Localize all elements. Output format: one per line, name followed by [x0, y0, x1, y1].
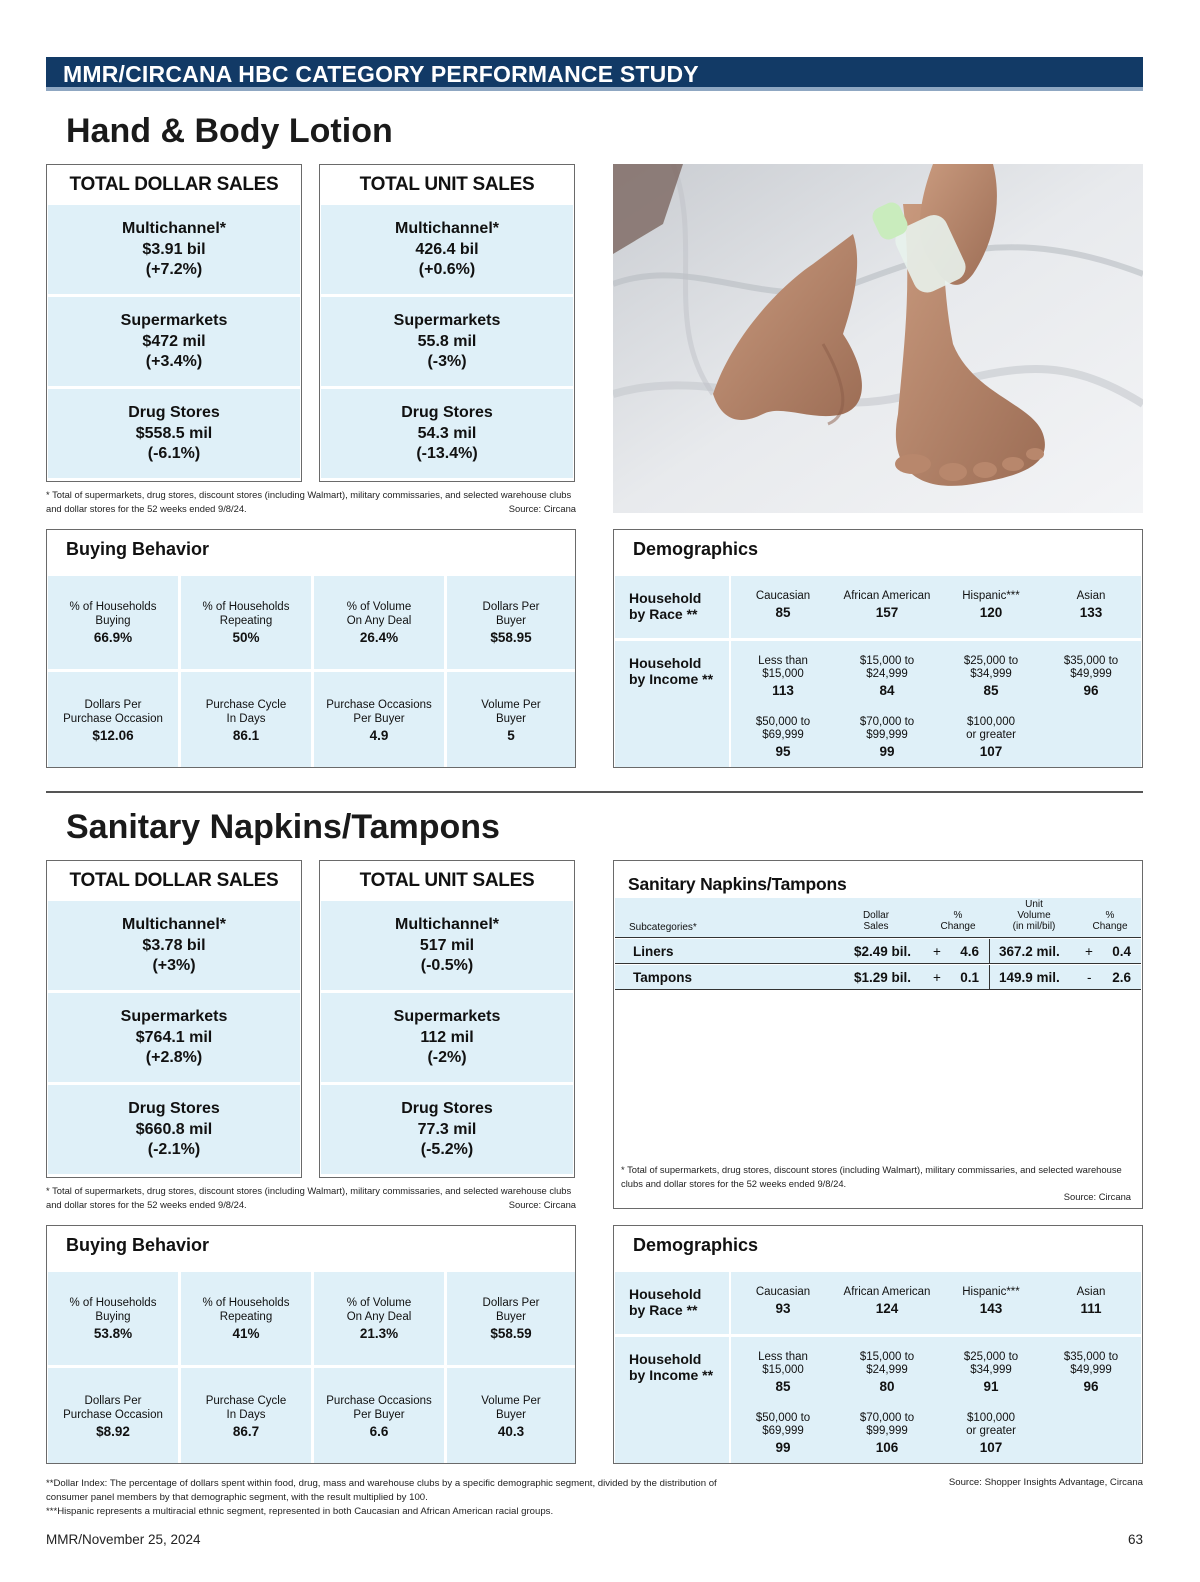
sales-change: (-2.1%)	[147, 1141, 201, 1158]
buying-label: Dollars Per	[84, 699, 142, 711]
income-label-line: Household	[629, 655, 702, 671]
buying-value: 41%	[232, 1326, 260, 1341]
buying-value: 21.3%	[359, 1326, 399, 1341]
race-name: Asian	[1076, 590, 1106, 602]
sales-value: 517 mil	[419, 936, 475, 954]
buying-cell	[181, 1368, 311, 1463]
income-cell	[731, 655, 835, 697]
race-name: Hispanic***	[962, 590, 1020, 602]
buying-cell	[447, 1368, 575, 1463]
dollar-sales-header: TOTAL DOLLAR SALES	[69, 870, 279, 891]
buying-label: Purchase Occasions	[326, 699, 432, 711]
income-label-line: by Income **	[629, 1367, 714, 1383]
buying-behavior-title: Buying Behavior	[66, 1235, 210, 1255]
income-range: $69,999	[762, 1425, 804, 1437]
race-label-line: by Race **	[629, 606, 698, 622]
col-line: (in mil/bil)	[1012, 921, 1056, 932]
sales-label: Supermarkets	[393, 312, 501, 329]
buying-label: Purchase Cycle	[205, 1395, 287, 1407]
income-range: $34,999	[970, 1364, 1012, 1376]
sales-label: Multichannel*	[394, 916, 499, 933]
race-cell	[939, 1286, 1043, 1315]
income-row	[731, 641, 1141, 767]
buying-value: $12.06	[92, 728, 134, 743]
footnote-source: Source: Circana	[508, 502, 576, 514]
page-source: Source: Shopper Insights Advantage, Circana	[948, 1477, 1143, 1488]
buying-label: Buyer	[495, 1311, 527, 1323]
buying-cell	[314, 672, 444, 767]
buying-value: 86.7	[232, 1424, 260, 1439]
buying-cell	[447, 576, 575, 669]
buying-cell	[181, 672, 311, 767]
subcategory-sign: +	[933, 970, 941, 985]
col-pct-change-2	[1083, 910, 1137, 932]
buying-cell	[447, 1272, 575, 1365]
buying-cell	[314, 1368, 444, 1463]
column-separator	[989, 965, 990, 989]
race-row	[731, 1272, 1141, 1334]
buying-cell	[48, 672, 178, 767]
sales-label: Multichannel*	[394, 220, 499, 237]
col-line: Volume	[1017, 910, 1051, 921]
sales-label: Multichannel*	[121, 220, 226, 237]
income-cell	[939, 1351, 1043, 1393]
race-value: 133	[1079, 605, 1103, 620]
race-name: Asian	[1076, 1286, 1106, 1298]
race-value: 124	[875, 1301, 899, 1316]
income-range: $70,000 to	[859, 716, 915, 728]
lotion-buying-behavior	[46, 529, 576, 768]
income-cell	[835, 1412, 939, 1454]
buying-cell	[48, 576, 178, 669]
buying-value: $58.59	[490, 1326, 532, 1341]
col-line: Change	[940, 921, 976, 932]
footnote-text: * Total of supermarkets, drug stores, discount stores (including Walmart), military commissaries, and selected warehouse clubs and dollar stores for the 52 weeks ended 9/8/24.	[621, 1164, 1122, 1189]
buying-label: % of Volume	[346, 601, 412, 613]
sanitary-subcategory-table	[613, 860, 1143, 1209]
footnote-source: Source: Circana	[508, 1198, 576, 1210]
buying-value: 6.6	[369, 1424, 389, 1439]
col-subcategories: Subcategories*	[629, 922, 697, 933]
footnote-source: Source: Circana	[1063, 1190, 1131, 1202]
sales-value: 55.8 mil	[417, 332, 477, 350]
income-value: 91	[983, 1379, 999, 1394]
sales-value: 426.4 bil	[415, 240, 479, 258]
buying-label: % of Volume	[346, 1297, 412, 1309]
sales-change: (-5.2%)	[420, 1141, 474, 1158]
income-range: $25,000 to	[963, 655, 1019, 667]
income-value: 80	[879, 1379, 895, 1394]
dollar-sales-drug-stores	[48, 389, 300, 478]
race-row	[731, 576, 1141, 638]
income-range: $50,000 to	[755, 1412, 811, 1424]
subtable-row	[615, 965, 1141, 990]
income-value: 85	[775, 1379, 791, 1394]
section-title-lotion: Hand & Body Lotion	[66, 112, 393, 150]
lotion-photo	[613, 164, 1143, 513]
sales-change: (-6.1%)	[147, 445, 201, 462]
col-dollar-sales	[843, 910, 909, 932]
buying-label: Dollars Per	[84, 1395, 142, 1407]
sales-value: $472 mil	[142, 332, 206, 350]
buying-value: 86.1	[232, 728, 260, 743]
buying-label: % of Households	[69, 1297, 157, 1309]
sanitary-unit-sales-box	[319, 860, 575, 1178]
unit-sales-drug-stores	[321, 389, 573, 478]
income-range: $50,000 to	[755, 716, 811, 728]
dollar-sales-multichannel	[48, 205, 300, 294]
race-label-line: Household	[629, 590, 702, 606]
sanitary-dollar-sales-box	[46, 860, 302, 1178]
buying-value: 26.4%	[359, 630, 399, 645]
income-value: 107	[979, 1440, 1003, 1455]
sanitary-demographics	[613, 1225, 1143, 1464]
subcategory-sign: +	[1085, 944, 1093, 959]
race-value: 157	[875, 605, 899, 620]
income-range: $35,000 to	[1063, 1351, 1119, 1363]
buying-value: $8.92	[96, 1424, 130, 1439]
subcategory-unit-volume: 149.9 mil.	[999, 970, 1060, 985]
income-label-line: Household	[629, 1351, 702, 1367]
demographics-title: Demographics	[633, 1235, 759, 1255]
lotion-sales-footnote	[46, 488, 576, 515]
race-label-line: Household	[629, 1286, 702, 1302]
subtable-footnote	[621, 1163, 1131, 1203]
income-cell	[835, 716, 939, 758]
income-range: $100,000	[967, 1412, 1015, 1424]
income-range: Less than	[758, 655, 808, 667]
buying-label: Purchase Occasions	[326, 1395, 432, 1407]
race-value: 85	[775, 605, 791, 620]
col-line: Sales	[863, 921, 889, 932]
income-range: $99,999	[866, 729, 908, 741]
subcategory-pct-change: 0.4	[1112, 944, 1131, 959]
buying-value: 5	[507, 728, 515, 743]
income-range: $35,000 to	[1063, 655, 1119, 667]
subcategory-pct-change: 2.6	[1112, 970, 1131, 985]
lotion-dollar-sales-box	[46, 164, 302, 482]
demographics-title: Demographics	[633, 539, 759, 559]
unit-sales-multichannel	[321, 205, 573, 294]
sales-change: (-3%)	[427, 353, 467, 370]
col-line: Unit	[1025, 899, 1043, 910]
race-cell	[731, 1286, 835, 1315]
income-row	[731, 1337, 1141, 1463]
sales-label: Supermarkets	[120, 1008, 228, 1025]
sales-change: (-2%)	[427, 1049, 467, 1066]
income-range: $15,000 to	[859, 1351, 915, 1363]
buying-label: Buyer	[495, 1409, 527, 1421]
race-value: 120	[979, 605, 1003, 620]
buying-cell	[447, 672, 575, 767]
subtable-row	[615, 939, 1141, 964]
sales-value: $3.78 bil	[142, 936, 206, 954]
unit-sales-supermarkets	[321, 297, 573, 386]
sales-value: 54.3 mil	[417, 424, 477, 442]
race-cell	[1039, 1286, 1143, 1315]
sales-label: Multichannel*	[121, 916, 226, 933]
income-label	[615, 1337, 729, 1463]
sales-value: $660.8 mil	[135, 1120, 213, 1138]
income-cell	[731, 1351, 835, 1393]
subcategory-unit-volume: 367.2 mil.	[999, 944, 1060, 959]
buying-value: 4.9	[369, 728, 389, 743]
buying-label: % of Households	[69, 601, 157, 613]
race-cell	[835, 1286, 939, 1315]
income-range: $24,999	[866, 1364, 908, 1376]
income-range: $69,999	[762, 729, 804, 741]
sales-label: Supermarkets	[120, 312, 228, 329]
sanitary-sales-footnote	[46, 1184, 576, 1211]
sales-label: Supermarkets	[393, 1008, 501, 1025]
income-range: $49,999	[1070, 668, 1112, 680]
subcategory-pct-change: 0.1	[960, 970, 979, 985]
race-label-line: by Race **	[629, 1302, 698, 1318]
income-range: or greater	[966, 729, 1016, 741]
income-cell	[939, 655, 1043, 697]
page-banner: MMR/CIRCANA HBC CATEGORY PERFORMANCE STUDY	[46, 57, 1143, 91]
unit-sales-supermarkets	[321, 993, 573, 1082]
footer-publication-date: MMR/November 25, 2024	[46, 1532, 201, 1547]
buying-cell	[314, 1272, 444, 1365]
buying-label: Purchase Occasion	[63, 1409, 163, 1421]
col-line: Change	[1092, 921, 1128, 932]
buying-label: Per Buyer	[353, 713, 405, 725]
sales-value: $764.1 mil	[135, 1028, 213, 1046]
buying-label: Per Buyer	[353, 1409, 405, 1421]
race-name: Caucasian	[755, 1286, 811, 1298]
buying-label: Volume Per	[481, 699, 541, 711]
race-name: African American	[843, 1286, 931, 1298]
dollar-sales-multichannel	[48, 901, 300, 990]
income-range: Less than	[758, 1351, 808, 1363]
income-label-line: by Income **	[629, 671, 714, 687]
income-value: 84	[879, 683, 895, 698]
hands-applying-lotion-image	[613, 164, 1143, 513]
income-cell	[939, 1412, 1043, 1454]
income-value: 99	[775, 1440, 791, 1455]
hispanic-note: ***Hispanic represents a multiracial ethnic segment, represented in both Caucasian and African American racial groups.	[46, 1506, 554, 1517]
sales-change: (-0.5%)	[420, 957, 474, 974]
unit-sales-header: TOTAL UNIT SALES	[359, 870, 535, 891]
income-value: 85	[983, 683, 999, 698]
subcategory-pct-change: 4.6	[960, 944, 979, 959]
buying-label: On Any Deal	[346, 1311, 412, 1323]
buying-cell	[181, 1272, 311, 1365]
col-line: %	[1105, 910, 1115, 921]
income-range: $15,000 to	[859, 655, 915, 667]
subtable-header-row	[615, 898, 1141, 938]
col-line: Dollar	[862, 910, 890, 921]
race-value: 111	[1080, 1301, 1102, 1316]
race-cell	[939, 590, 1043, 619]
income-value: 95	[775, 744, 791, 759]
buying-value: 40.3	[497, 1424, 525, 1439]
unit-sales-drug-stores	[321, 1085, 573, 1174]
income-cell	[731, 1412, 835, 1454]
race-cell	[1039, 590, 1143, 619]
dollar-index-note: **Dollar Index: The percentage of dollars spent within food, drug, mass and warehouse clubs by a specific demographic segment, divided by the distribution of consumer panel members by that demographic segment, with the result multiplied by 100.	[46, 1478, 717, 1503]
subcategory-name: Tampons	[633, 970, 693, 985]
sales-label: Drug Stores	[401, 404, 493, 421]
buying-label: Buyer	[495, 615, 527, 627]
unit-sales-multichannel	[321, 901, 573, 990]
income-value: 106	[875, 1440, 899, 1455]
buying-behavior-title: Buying Behavior	[66, 539, 210, 559]
page-footnotes	[46, 1477, 726, 1519]
buying-value: 53.8%	[93, 1326, 133, 1341]
income-range: $15,000	[762, 1364, 804, 1376]
section-title-sanitary: Sanitary Napkins/Tampons	[66, 808, 500, 846]
race-name: Hispanic***	[962, 1286, 1020, 1298]
buying-label: Buying	[95, 1311, 131, 1323]
subcategory-sign: -	[1087, 970, 1092, 985]
income-range: $100,000	[967, 716, 1015, 728]
buying-label: Dollars Per	[482, 601, 540, 613]
income-value: 96	[1083, 1379, 1099, 1394]
buying-label: Buyer	[495, 713, 527, 725]
col-unit-volume	[999, 899, 1069, 932]
sales-change: (+3%)	[152, 957, 196, 974]
sales-change: (+7.2%)	[145, 261, 203, 278]
buying-value: 66.9%	[93, 630, 133, 645]
subcategory-dollar-sales: $1.29 bil.	[853, 970, 911, 985]
race-cell	[835, 590, 939, 619]
income-range: $25,000 to	[963, 1351, 1019, 1363]
dollar-sales-drug-stores	[48, 1085, 300, 1174]
buying-label: Repeating	[219, 1311, 273, 1323]
sales-label: Drug Stores	[128, 1100, 220, 1117]
sales-label: Drug Stores	[401, 1100, 493, 1117]
income-range: $24,999	[866, 668, 908, 680]
race-label	[615, 1272, 729, 1334]
col-pct-change-1	[931, 910, 985, 932]
race-name: African American	[843, 590, 931, 602]
income-label	[615, 641, 729, 767]
buying-value: 50%	[232, 630, 260, 645]
column-separator	[989, 939, 990, 963]
income-range: $34,999	[970, 668, 1012, 680]
income-value: 99	[879, 744, 895, 759]
sales-value: 77.3 mil	[417, 1120, 477, 1138]
footnote-text: * Total of supermarkets, drug stores, discount stores (including Walmart), military commissaries, and selected warehouse clubs and dollar stores for the 52 weeks ended 9/8/24.	[46, 1185, 572, 1210]
income-cell	[1039, 655, 1143, 697]
section-divider	[46, 791, 1143, 793]
subtable-title: Sanitary Napkins/Tampons	[628, 874, 847, 894]
income-range: or greater	[966, 1425, 1016, 1437]
income-cell	[731, 716, 835, 758]
income-value: 113	[772, 683, 794, 698]
buying-cell	[48, 1368, 178, 1463]
buying-label: Volume Per	[481, 1395, 541, 1407]
sales-value: $3.91 bil	[142, 240, 206, 258]
income-value: 96	[1083, 683, 1099, 698]
footer-page-number: 63	[1127, 1532, 1143, 1547]
buying-label: Repeating	[219, 615, 273, 627]
race-label	[615, 576, 729, 638]
race-value: 143	[979, 1301, 1003, 1316]
sales-change: (+2.8%)	[145, 1049, 203, 1066]
subcategory-dollar-sales: $2.49 bil.	[853, 944, 911, 959]
buying-label: Purchase Cycle	[205, 699, 287, 711]
sales-value: 112 mil	[420, 1028, 474, 1046]
buying-label: % of Households	[202, 1297, 290, 1309]
sanitary-buying-behavior	[46, 1225, 576, 1464]
buying-label: On Any Deal	[346, 615, 412, 627]
subcategory-sign: +	[933, 944, 941, 959]
race-name: Caucasian	[755, 590, 811, 602]
sales-label: Drug Stores	[128, 404, 220, 421]
buying-cell	[181, 576, 311, 669]
lotion-demographics	[613, 529, 1143, 768]
income-range: $15,000	[762, 668, 804, 680]
buying-label: Buying	[95, 615, 131, 627]
sales-change: (+0.6%)	[418, 261, 476, 278]
sales-change: (+3.4%)	[145, 353, 203, 370]
buying-value: $58.95	[490, 630, 532, 645]
buying-cell	[48, 1272, 178, 1365]
income-cell	[1039, 1351, 1143, 1393]
race-cell	[731, 590, 835, 619]
income-cell	[835, 1351, 939, 1393]
buying-label: Dollars Per	[482, 1297, 540, 1309]
lotion-unit-sales-box	[319, 164, 575, 482]
footnote-text: * Total of supermarkets, drug stores, discount stores (including Walmart), military commissaries, and selected warehouse clubs and dollar stores for the 52 weeks ended 9/8/24.	[46, 489, 572, 514]
dollar-sales-supermarkets	[48, 297, 300, 386]
income-cell	[939, 716, 1043, 758]
sales-value: $558.5 mil	[135, 424, 213, 442]
dollar-sales-supermarkets	[48, 993, 300, 1082]
income-range: $70,000 to	[859, 1412, 915, 1424]
income-range: $49,999	[1070, 1364, 1112, 1376]
col-line: %	[953, 910, 963, 921]
buying-label: In Days	[226, 1409, 266, 1421]
income-range: $99,999	[866, 1425, 908, 1437]
buying-label: % of Households	[202, 601, 290, 613]
unit-sales-header: TOTAL UNIT SALES	[359, 174, 535, 195]
dollar-sales-header: TOTAL DOLLAR SALES	[69, 174, 279, 195]
income-cell	[835, 655, 939, 697]
buying-cell	[314, 576, 444, 669]
buying-label: Purchase Occasion	[63, 713, 163, 725]
sales-change: (-13.4%)	[416, 445, 478, 462]
subcategory-name: Liners	[633, 944, 674, 959]
buying-label: In Days	[226, 713, 266, 725]
race-value: 93	[775, 1301, 791, 1316]
income-value: 107	[979, 744, 1003, 759]
